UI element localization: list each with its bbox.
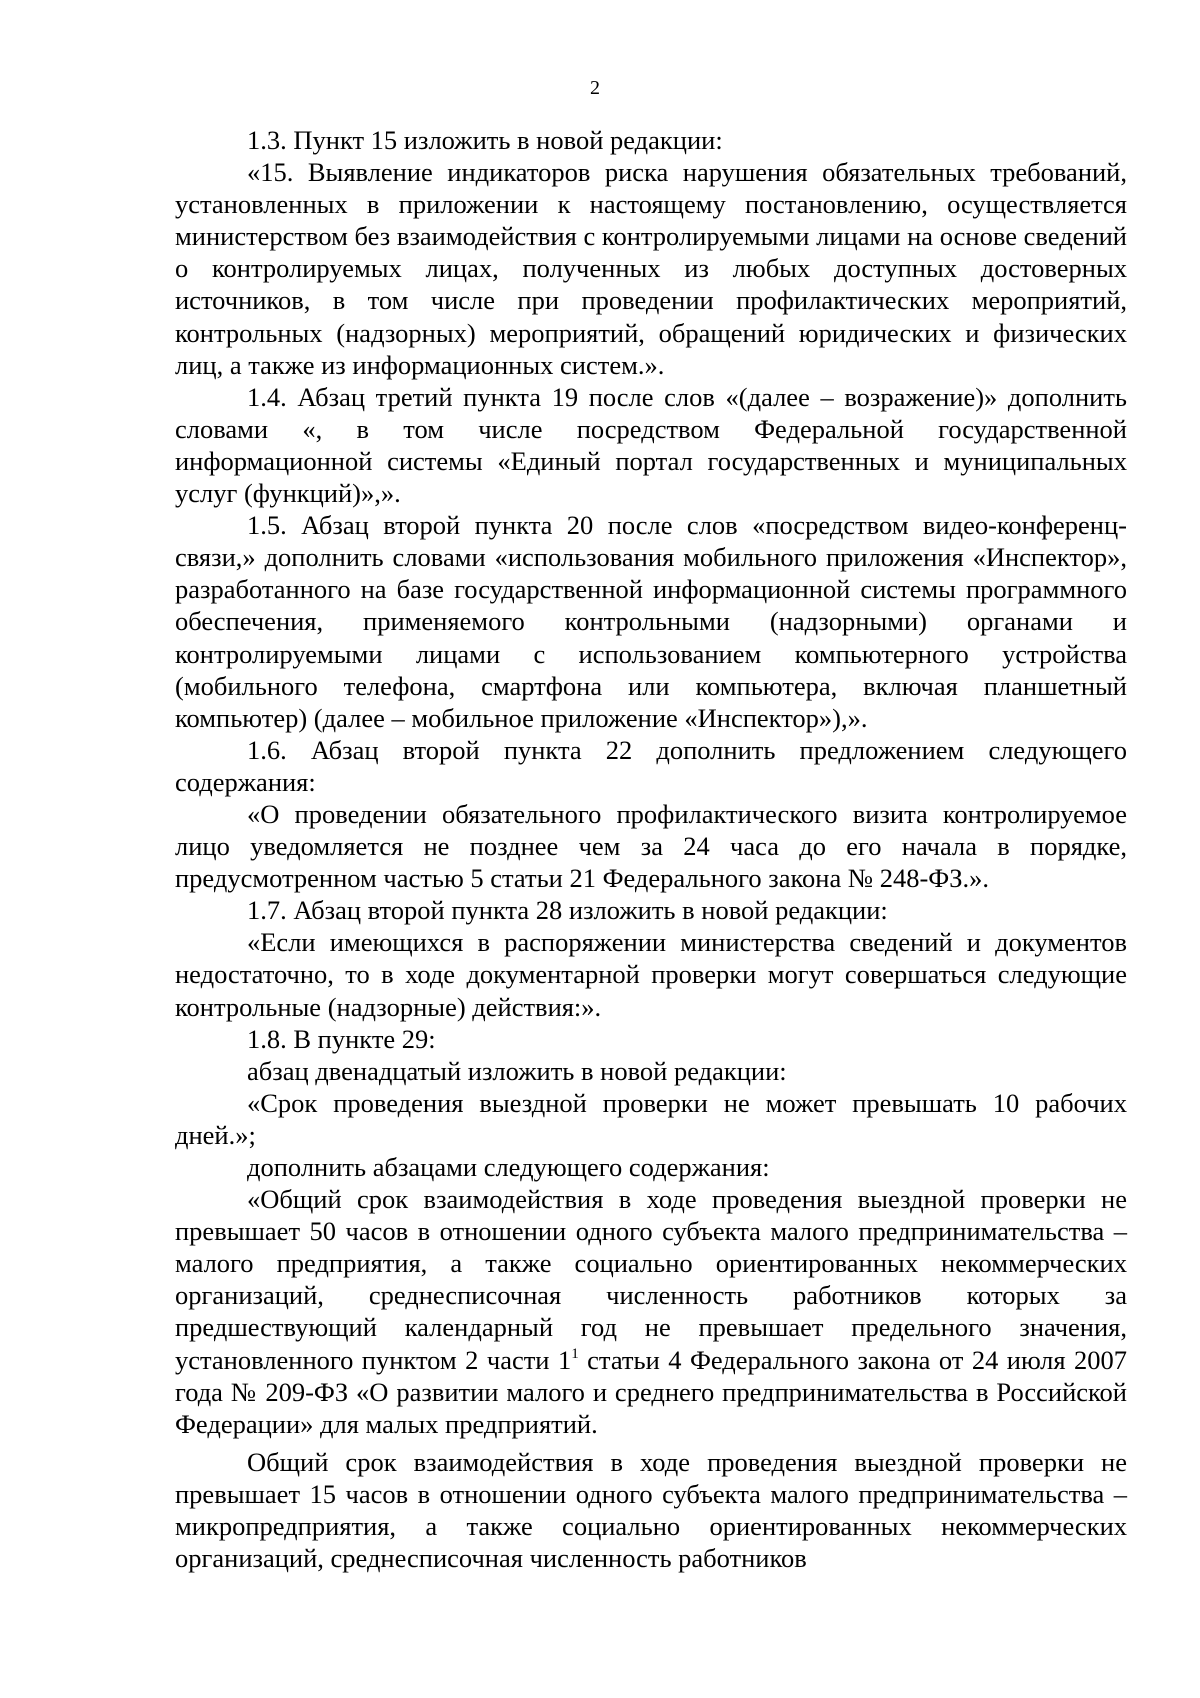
paragraph-quote-documents: «Если имеющихся в распоряжении министерства сведений и документов недостаточно, то в ходе документарной проверки могут совершаться следующие контрольные (надзорные) действия:». [175,927,1127,1022]
paragraph-1-6: 1.6. Абзац второй пункта 22 дополнить предложением следующего содержания: [175,734,1127,797]
paragraph-quote-term: «Срок проведения выездной проверки не может превышать 10 рабочих дней.»; [175,1087,1127,1150]
document-body [175,124,1127,1574]
paragraph-1-7: 1.7. Абзац второй пункта 28 изложить в новой редакции: [247,895,888,926]
paragraph-quote-15: «15. Выявление индикаторов риска нарушения обязательных требований, установленных в приложении к настоящему постановлению, осуществляется министерством без взаимодействия с контролируемыми лицами на основе сведений о контролируемых лицах, полученных из любых доступных достоверных источников, в том числе при проведении профилактических мероприятий, контрольных (надзорных) мероприятий, обращений юридических и физических лиц, а также из информационных систем.». [175,157,1127,380]
paragraph-1-8: 1.8. В пункте 29: [247,1023,436,1054]
paragraph-1-5: 1.5. Абзац второй пункта 20 после слов «посредством видео-конференц-связи,» дополнить словами «использования мобильного приложения «Инспектор», разработанного на базе государственной информационной системы программного обеспечения, применяемого контрольными (надзорными) органами и контролируемыми лицами с использованием компьютерного устройства (мобильного телефона, смартфона или компьютера, включая планшетный компьютер) (далее – мобильное приложение «Инспектор»),». [175,510,1127,733]
paragraph-1-4: 1.4. Абзац третий пункта 19 после слов «(далее – возражение)» дополнить словами «, в том числе посредством Федеральной государственной информационной системы «Единый портал государственных и муниципальных услуг (функций)»,». [175,381,1127,509]
paragraph-quote-50-hours-text-before: «Общий срок взаимодействия в ходе проведения выездной проверки не превышает 50 часов в отношении одного субъекта малого предпринимательства – малого предприятия, а также социально ориентированных некоммерческих организаций, среднесписочная численность работников которых за предшествующий календарный год не превышает предельного значения, установленного пунктом 2 части 1 [175,1184,1127,1375]
superscript-marker: 1 [571,1345,579,1362]
paragraph-twelfth: абзац двенадцатый изложить в новой редакции: [247,1055,787,1086]
page-number: 2 [590,77,600,99]
paragraph-quote-50-hours [175,1183,1127,1440]
paragraph-15-hours: Общий срок взаимодействия в ходе проведения выездной проверки не превышает 15 часов в отношении одного субъекта малого предпринимательства – микропредприятия, а также социально ориентированных некоммерческих организаций, среднесписочная численность работников [175,1446,1127,1574]
paragraph-1-3: 1.3. Пункт 15 изложить в новой редакции: [247,125,723,155]
paragraph-quote-50-hours-text-after: статьи 4 Федерального закона от 24 июля 2007 года № 209-ФЗ «О развитии малого и среднего предпринимательства в Российской Федерации» для малых предприятий. [175,1344,1127,1439]
paragraph-supplement: дополнить абзацами следующего содержания: [247,1152,770,1182]
paragraph-quote-visit: «О проведении обязательного профилактического визита контролируемое лицо уведомляется не позднее чем за 24 часа до его начала в порядке, предусмотренном частью 5 статьи 21 Федерального закона № 248-ФЗ.». [175,798,1127,894]
